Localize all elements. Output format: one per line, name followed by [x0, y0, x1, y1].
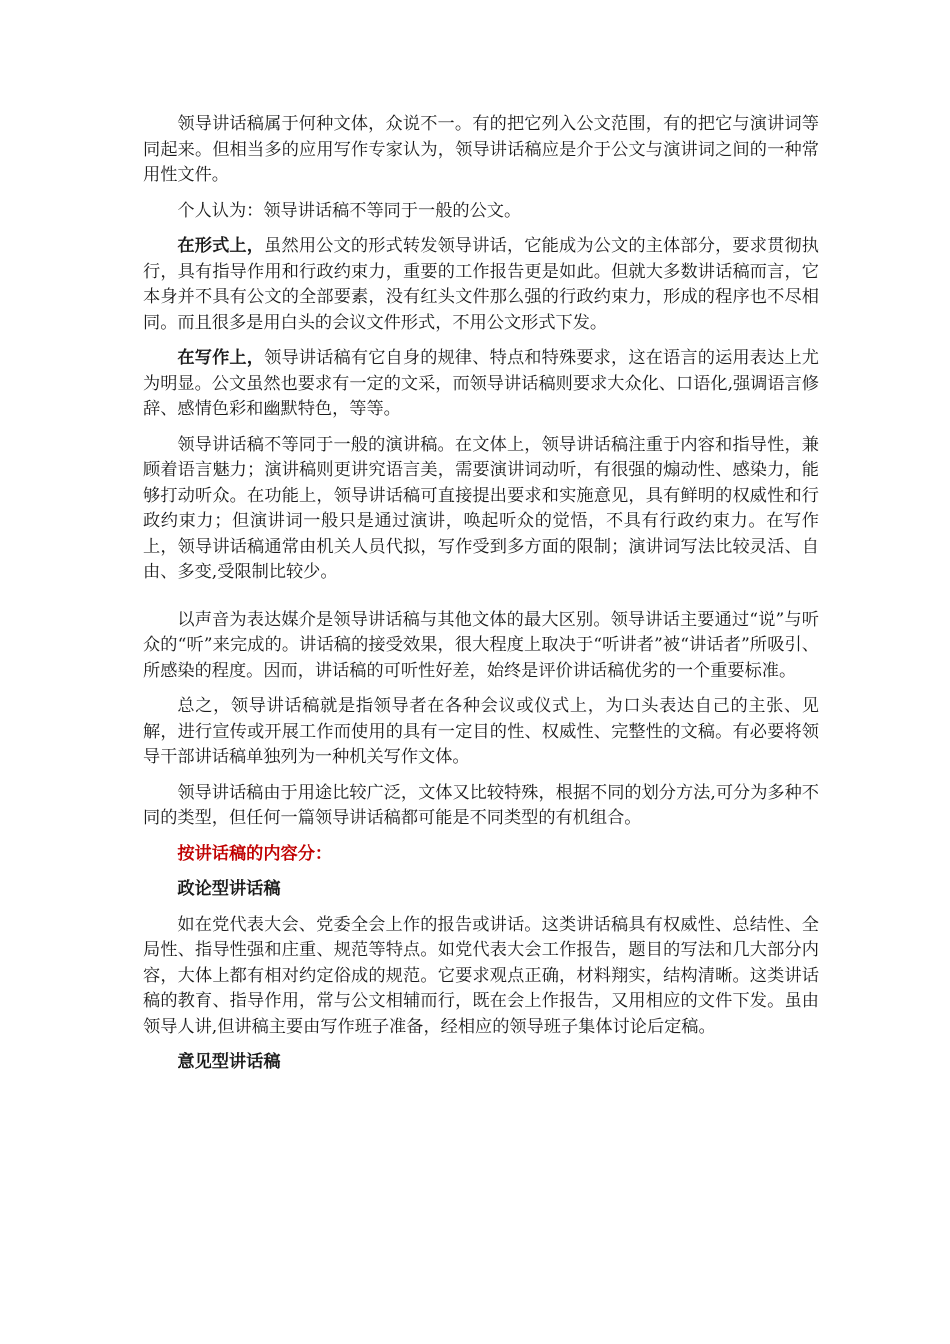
- sub-heading-political: 政论型讲话稿: [177, 879, 281, 899]
- paragraph-form: [143, 234, 819, 336]
- paragraph-political: [143, 913, 819, 1041]
- paragraph-text: 领导讲话稿由于用途比较广泛，文体又比较特殊，根据不同的划分方法,可分为多种不同的类型，但任何一篇领导讲话稿都可能是不同类型的有机组合。: [143, 782, 819, 828]
- paragraph-speech-comparison: [143, 433, 819, 586]
- paragraph-text: 领导讲话稿不等同于一般的演讲稿。在文体上，领导讲话稿注重于内容和指导性，兼顾着语言魅力；演讲稿则更讲究语言美，需要演讲词动听，有很强的煽动性、感染力，能够打动听众。在功能上，领导讲话稿可直接提出要求和实施意见，具有鲜明的权威性和行政约束力；但演讲词一般只是通过演讲，唤起听众的觉悟，不具有行政约束力。在写作上，领导讲话稿通常由机关人员代拟，写作受到多方面的限制；演讲词写法比较灵活、自由、多变,受限制比较少。: [143, 434, 819, 582]
- paragraph-text: 总之，领导讲话稿就是指领导者在各种会议或仪式上，为口头表达自己的主张、见解，进行宣传或开展工作而使用的具有一定目的性、权威性、完整性的文稿。有必要将领导干部讲话稿单独列为一种机关写作文体。: [143, 696, 819, 767]
- paragraph-summary: [143, 694, 819, 771]
- paragraph-lead: 在写作上，: [177, 348, 265, 368]
- paragraph-text: 如在党代表大会、党委全会上作的报告或讲话。这类讲话稿具有权威性、总结性、全局性、指导性强和庄重、规范等特点。如党代表大会工作报告，题目的写法和几大部分内容，大体上都有相对约定俗成的规范。它要求观点正确，材料翔实，结构清晰。这类讲话稿的教育、指导作用，常与公文相辅而行，既在会上作报告，又用相应的文件下发。虽由领导人讲,但讲稿主要由写作班子准备，经相应的领导班子集体讨论后定稿。: [143, 914, 819, 1037]
- document-page: [143, 112, 819, 1086]
- section-heading: 按讲话稿的内容分：: [177, 843, 333, 864]
- paragraph-text: 领导讲话稿有它自身的规律、特点和特殊要求，这在语言的运用表达上尤为明显。公文虽然也要求有一定的文采，而领导讲话稿则要求大众化、口语化,强调语言修辞、感情色彩和幽默特色，等等。: [143, 348, 819, 419]
- sub-heading-opinion-type: 意见型讲话稿: [177, 1052, 281, 1072]
- paragraph-text: 虽然用公文的形式转发领导讲话，它能成为公文的主体部分，要求贯彻执行，具有指导作用和行政约束力，重要的工作报告更是如此。但就大多数讲话稿而言，它本身并不具有公文的全部要素，没有红头文件那么强的行政约束力，形成的程序也不尽相同。而且很多是用白头的会议文件形式，不用公文形式下发。: [143, 236, 819, 333]
- paragraph-text: 领导讲话稿属于何种文体，众说不一。有的把它列入公文范围，有的把它与演讲词等同起来。但相当多的应用写作专家认为，领导讲话稿应是介于公文与演讲词之间的一种常用性文件。: [143, 114, 819, 185]
- paragraph-text: 个人认为：领导讲话稿不等同于一般的公文。: [177, 200, 522, 221]
- paragraph-text: 以声音为表达媒介是领导讲话稿与其他文体的最大区别。领导讲话主要通过“说”与听众的“听”来完成的。讲话稿的接受效果，很大程度上取决于“听讲者”被“讲话者”所吸引、所感染的程度。因而，讲话稿的可听性好差，始终是评价讲话稿优劣的一个重要标准。: [143, 609, 819, 681]
- paragraph-writing: [143, 346, 819, 423]
- paragraph-voice-medium: [143, 608, 819, 685]
- paragraph-intro: [143, 112, 819, 189]
- paragraph-lead: 在形式上，: [177, 236, 265, 256]
- paragraph-opinion: [143, 199, 819, 225]
- paragraph-classification: [143, 781, 819, 832]
